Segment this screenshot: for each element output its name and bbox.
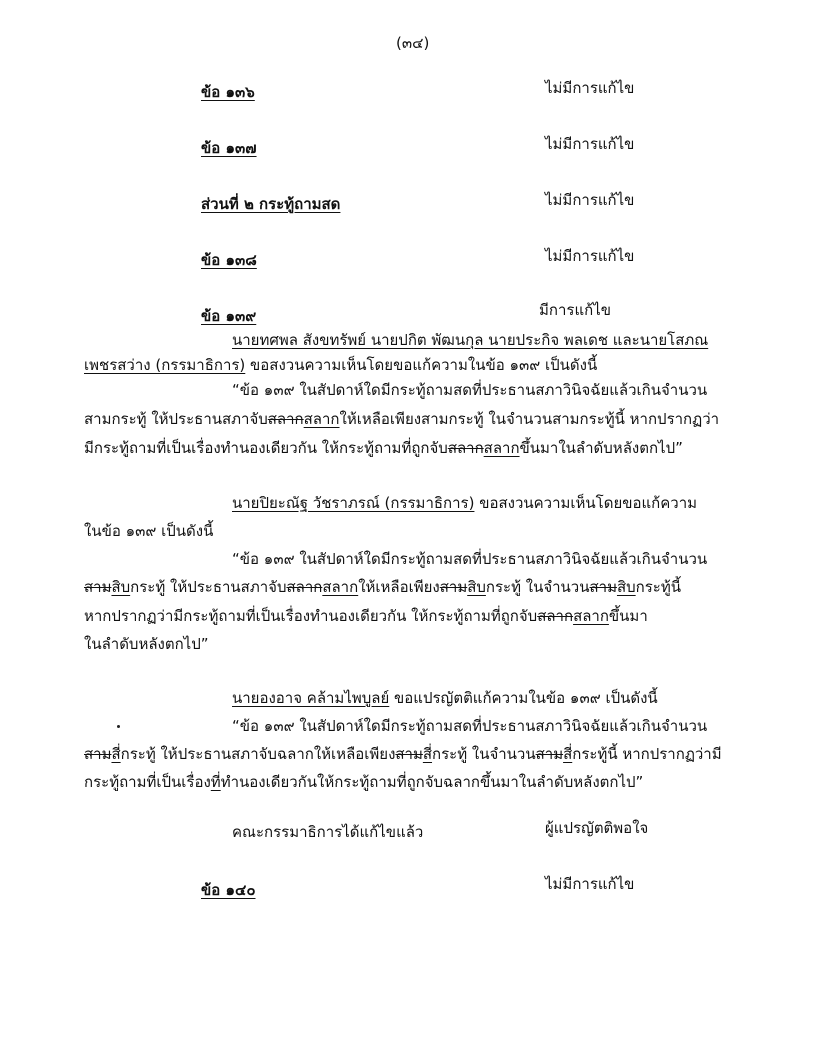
amend1-intro [84,355,597,375]
amend2-intro-line2: ในข้อ ๑๓๙ เป็นดังนี้ [84,522,214,540]
amend3-quote-line2 [84,744,722,764]
amend3-intro-rest: ขอแปรญัตติแก้ความในข้อ ๑๓๙ เป็นดังนี้ [389,689,658,707]
amend2-q2-inserted-3: สิบ [467,578,486,596]
amend3-q3-text-b: ทำนองเดียวกันให้กระทู้ถามที่ถูกจับฉลากขึ้นมาในลำดับหลังตกไป” [220,773,644,791]
amend3-q3-inserted: ที่ [210,773,221,791]
amend1-quote-line2 [84,409,719,429]
amend2-q3-text-a: หากปรากฏว่ามีกระทู้ถามที่เป็นเรื่องทำนองเดียวกัน ให้กระทู้ถามที่ถูกจับ [84,607,538,625]
amend2-q2-text-c: กระทู้ ในจำนวน [485,578,590,596]
item-label-137: ข้อ ๑๓๗ [201,139,257,157]
amend1-q3-text-a: มีกระทู้ถามที่เป็นเรื่องทำนองเดียวกัน ให้กระทู้ถามที่ถูกจับ [84,439,448,457]
amend3-q2-inserted-2: สี่ [422,745,433,763]
amend2-q2-inserted-1: สิบ [111,578,131,596]
item-status-140: ไม่มีการแก้ไข [545,875,635,893]
amend1-intro-rest: ขอสงวนความเห็นโดยขอแก้ความในข้อ ๑๓๙ เป็นดังนี้ [245,356,598,374]
amend3-intro [232,688,658,708]
item-status-136: ไม่มีการแก้ไข [545,79,635,97]
amend1-names-line1: นายทศพล สังขทรัพย์ นายปกิต พัฒนกุล นายประกิจ พลเดช และนายโสภณ [232,331,709,349]
amend3-q2-struck-3: สาม [535,745,564,763]
amend1-quote-line1: “ข้อ ๑๓๙ ในสัปดาห์ใดมีกระทู้ถามสดที่ประธานสภาวินิจฉัยแล้วเกินจำนวน [232,381,708,399]
amend1-q3-inserted: สลาก [483,439,520,457]
item-label-139: ข้อ ๑๓๙ [201,307,257,325]
amend2-q3-inserted: สลาก [573,607,609,625]
amend3-q2-text-a: กระทู้ ให้ประธานสภาจับฉลากให้เหลือเพียง [120,745,396,763]
item-status-138: ไม่มีการแก้ไข [545,247,635,265]
amend2-quote-line1: “ข้อ ๑๓๙ ในสัปดาห์ใดมีกระทู้ถามสดที่ประธานสภาวินิจฉัยแล้วเกินจำนวน [232,550,708,568]
amend3-q2-text-c: กระทู้นี้ หากปรากฏว่ามี [572,745,722,763]
amend1-q3-text-b: ขึ้นมาในลำดับหลังตกไป” [519,439,683,457]
amend3-q2-inserted-1: สี่ [111,745,121,763]
amend1-q2-struck: สลาก [267,410,304,428]
amend2-q2-struck-4: สาม [589,578,617,596]
amend2-quote-line3 [84,606,648,626]
amend2-name: นายปิยะณัฐ วัชราภรณ์ (กรรมาธิการ) [232,494,475,512]
committee-result: ผู้แปรญัตติพอใจ [545,819,649,837]
item-status-139: มีการแก้ไข [539,301,611,319]
amend2-q3-struck: สลาก [537,607,574,625]
item-label-140: ข้อ ๑๔๐ [201,881,256,899]
amend2-q3-text-b: ขึ้นมา [608,607,648,625]
amend2-intro [232,493,697,513]
amend3-q2-struck-1: สาม [84,745,112,763]
amend3-quote-line1: “ข้อ ๑๓๙ ในสัปดาห์ใดมีกระทู้ถามสดที่ประธานสภาวินิจฉัยแล้วเกินจำนวน [232,717,708,735]
amend2-q2-inserted-2: สลาก [322,578,359,596]
amend1-q2-text-a: สามกระทู้ ให้ประธานสภาจับ [84,410,268,428]
amend2-quote-line2 [84,577,681,597]
page-number: (๓๔) [396,34,430,52]
amend1-quote-line3 [84,438,683,458]
item-status-137: ไม่มีการแก้ไข [545,135,635,153]
amend1-q2-text-b: ให้เหลือเพียงสามกระทู้ ในจำนวนสามกระทู้นี้ หากปรากฏว่า [339,410,720,428]
amend2-q2-inserted-4: สิบ [616,578,636,596]
item-label-138: ข้อ ๑๓๘ [201,251,257,269]
amend1-names-line2: เพชรสว่าง (กรรมาธิการ) [84,356,246,374]
amend2-q2-struck-1: สาม [84,578,112,596]
amend2-q2-struck-3: สาม [439,578,468,596]
amend1-q2-inserted: สลาก [303,410,340,428]
amend2-q2-text-b: ให้เหลือเพียง [358,578,440,596]
scan-speck [117,725,120,728]
section-heading: ส่วนที่ ๒ กระทู้ถามสด [201,195,341,213]
amend2-q2-text-a: กระทู้ ให้ประธานสภาจับ [130,578,287,596]
amend2-q2-text-d: กระทู้นี้ [635,578,681,596]
amend3-q3-text-a: กระทู้ถามที่เป็นเรื่อง [84,773,211,791]
amend3-name: นายองอาจ คล้ามไพบูลย์ [232,689,390,707]
amend3-quote-line3 [84,772,643,792]
amend2-q2-struck-2: สลาก [286,578,323,596]
amend1-q3-struck: สลาก [447,439,484,457]
amend3-q2-inserted-3: สี่ [563,745,573,763]
committee-note: คณะกรรมาธิการได้แก้ไขแล้ว [232,823,424,841]
amend3-q2-text-b: กระทู้ ในจำนวน [432,745,536,763]
item-label-136: ข้อ ๑๓๖ [201,83,255,101]
amend2-quote-line4: ในลำดับหลังตกไป” [84,635,209,653]
amend2-intro-rest: ขอสงวนความเห็นโดยขอแก้ความ [474,494,698,512]
section-status: ไม่มีการแก้ไข [545,191,635,209]
amend3-q2-struck-2: สาม [395,745,423,763]
